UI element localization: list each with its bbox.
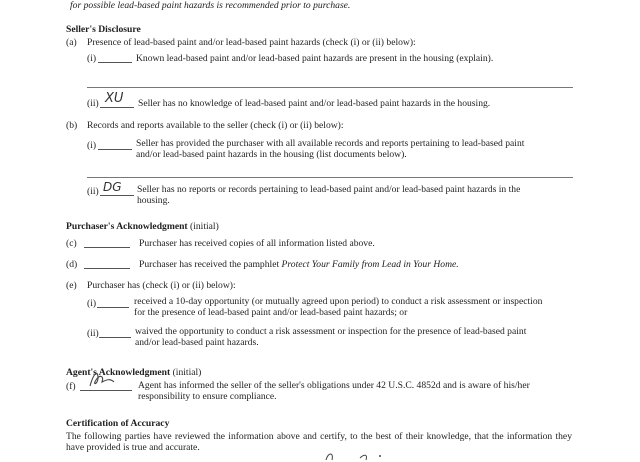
seller-b-label: (b) <box>66 120 78 131</box>
seller-a-label: (a) <box>66 37 77 48</box>
purchaser-e-i-text: received a 10-day opportunity (or mutually agreed upon period) to conduct a risk assessment or inspection for the presence of lead-based paint and/or lead-based paint hazards; or <box>134 296 543 318</box>
purchaser-e-text: Purchaser has (check (i) or (ii) below): <box>87 280 236 291</box>
purchaser-e-ii-label: (ii) <box>87 328 99 339</box>
seller-a-text: Presence of lead-based paint and/or lead-based paint hazards (check (i) or (ii) below): <box>87 37 416 48</box>
agent-f-text: Agent has informed the seller of the seller's obligations under 42 U.S.C. 4852d and is aware of his/her responsibility to ensure compliance. <box>138 380 530 402</box>
purchaser-e-i-initial-blank[interactable] <box>97 298 129 308</box>
purchaser-c-initial-blank[interactable] <box>84 238 130 248</box>
seller-a-i-label: (i) <box>87 53 97 64</box>
purchaser-e-i-label: (i) <box>87 298 97 309</box>
purchaser-d-initial-blank[interactable] <box>84 259 130 269</box>
seller-b-text: Records and reports available to the seller (check (i) or (ii) below): <box>87 120 344 131</box>
purchaser-d-text: Purchaser has received the pamphlet Protect Your Family from Lead in Your Home. <box>139 259 459 270</box>
purchaser-e-ii-initial-blank[interactable] <box>99 328 131 338</box>
certification-text: The following parties have reviewed the information above and certify, to the best of their knowledge, that the information they have provided is true and accurate. <box>66 431 572 453</box>
agent-heading: Agent's Acknowledgment (initial) <box>66 367 202 378</box>
seller-a-i-initial-blank[interactable] <box>98 53 132 63</box>
purchaser-e-label: (e) <box>66 280 77 291</box>
seller-b-i-initial-blank[interactable] <box>98 140 132 150</box>
purchaser-heading: Purchaser's Acknowledgment (initial) <box>66 221 219 232</box>
seller-b-i-documents-line[interactable] <box>87 177 573 178</box>
seller-a-ii-label: (ii) <box>87 98 99 109</box>
seller-b-i-label: (i) <box>87 140 97 151</box>
seller-b-ii-initial: DG <box>103 180 122 194</box>
certification-heading: Certification of Accuracy <box>66 418 170 429</box>
seller-a-i-text: Known lead-based paint and/or lead-based paint hazards are present in the housing (explain). <box>136 53 494 64</box>
seller-b-ii-text: Seller has no reports or records pertaining to lead-based paint and/or lead-based paint hazards in the housing. <box>137 184 521 206</box>
seller-a-ii-initial: XU <box>105 91 124 106</box>
agent-f-label: (f) <box>66 381 76 392</box>
seller-a-i-explain-line[interactable] <box>87 87 573 88</box>
purchaser-c-text: Purchaser has received copies of all information listed above. <box>139 238 375 249</box>
purchaser-c-label: (c) <box>66 238 77 249</box>
purchaser-e-ii-text: waived the opportunity to conduct a risk assessment or inspection for the presence of lead-based paint and/or lead-based paint hazards. <box>135 326 527 348</box>
top-note: for possible lead-based paint hazards is recommended prior to purchase. <box>70 0 351 11</box>
purchaser-d-label: (d) <box>66 259 78 270</box>
seller-heading: Seller's Disclosure <box>66 24 141 35</box>
agent-initial-scribble <box>86 368 116 390</box>
seller-a-ii-text: Seller has no knowledge of lead-based paint and/or lead-based paint hazards in the housing. <box>138 98 491 109</box>
seller-b-i-text: Seller has provided the purchaser with all available records and reports pertaining to lead-based paint and/or lead-based paint hazards in the housing (list documents below). <box>136 138 525 160</box>
seller-b-ii-label: (ii) <box>87 186 99 197</box>
